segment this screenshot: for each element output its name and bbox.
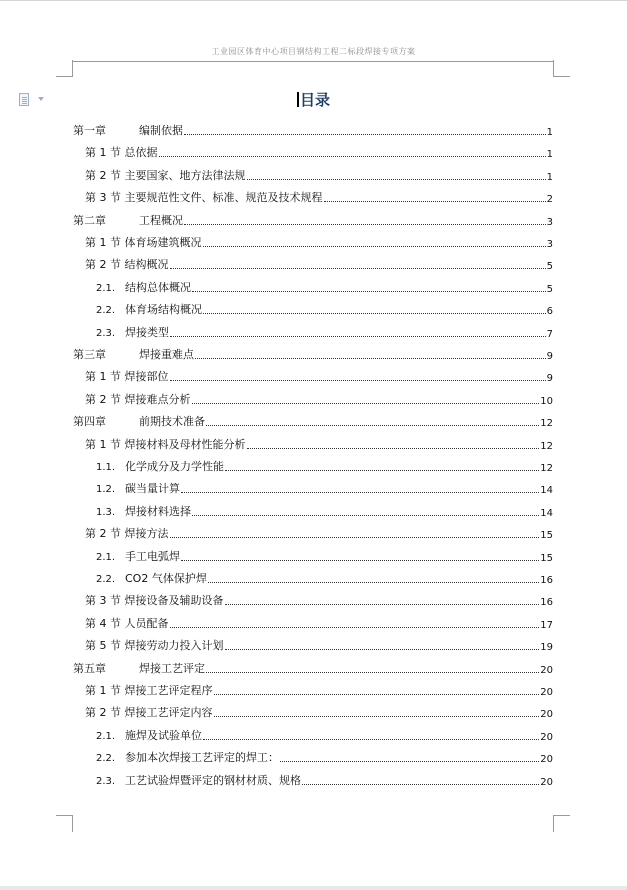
toc-leader-dots (170, 537, 540, 538)
toc-page-number: 10 (540, 395, 553, 407)
toc-entry-label (85, 144, 158, 160)
toc-page-number: 9 (546, 373, 553, 385)
toc-entry-text: 焊接工艺评定 (139, 661, 205, 675)
toc-page-number: 5 (546, 261, 553, 273)
toc-entry-label (96, 749, 279, 765)
toc-entry-label (85, 256, 169, 272)
toc-page-number: 1 (546, 171, 553, 183)
toc-entry-text: 第 3 节 主要规范性文件、标准、规范及技术规程 (85, 191, 323, 205)
text-cursor (297, 92, 299, 107)
toc-page-number: 5 (546, 283, 553, 295)
toc-entry-number: 1.2. (96, 484, 116, 496)
toc-entry[interactable] (96, 302, 553, 317)
toc-entry[interactable] (85, 526, 553, 541)
toc-leader-dots (170, 268, 546, 269)
toc-entry-text: 手工电弧焊 (125, 549, 180, 563)
toc-entry[interactable] (85, 593, 553, 608)
toc-entry-text: 体育场结构概况 (125, 303, 202, 317)
toc-page-number: 17 (540, 619, 553, 631)
toc-page-number: 14 (540, 485, 553, 497)
toc-entry[interactable] (85, 437, 553, 452)
toc-page-number: 15 (540, 530, 553, 542)
toc-leader-dots (214, 694, 540, 695)
toc-page-number: 20 (540, 731, 553, 743)
toc-entry-text: 焊接重难点 (139, 348, 194, 361)
crop-mark-top-left (56, 60, 73, 77)
toc-entry-text: 前期技术准备 (139, 415, 205, 429)
toc-entry-text: 第 1 节 焊接材料及母材性能分析 (85, 437, 246, 451)
toc-leader-dots (247, 448, 540, 449)
toc-entry-number: 2.1. (96, 282, 116, 294)
toc-entry-label (96, 324, 169, 340)
toc-entry-number: 第三章 (73, 348, 106, 361)
toc-leader-dots (192, 291, 546, 292)
toc-page-number: 7 (546, 328, 553, 340)
toc-entry-text: CO2 气体保护焊 (125, 572, 207, 585)
toc-entry-label (96, 301, 202, 317)
toc-page-number: 1 (546, 127, 553, 138)
toc-page-number: 20 (540, 709, 553, 721)
toc-entry-text: 焊接类型 (125, 325, 169, 339)
running-header: 工业园区体育中心项目钢结构工程二标段焊接专项方案 (211, 47, 416, 56)
toc-leader-dots (184, 134, 546, 135)
toc-entry[interactable] (85, 257, 553, 272)
toc-leader-dots (280, 761, 539, 762)
toc-entry-number: 2.1. (96, 551, 116, 563)
toc-entry-label (96, 480, 180, 496)
toc-page-number: 12 (540, 418, 553, 430)
toc-entry-label (73, 212, 183, 228)
toc-entry-text: 第 2 节 焊接难点分析 (85, 392, 191, 406)
toc-page-number: 20 (540, 776, 553, 788)
toc-entry-label (85, 391, 191, 407)
toc-leader-dots (208, 582, 539, 583)
toc-entry-label (96, 772, 301, 788)
crop-mark-top-right (553, 60, 570, 77)
page-gap (0, 886, 627, 890)
toc-leader-dots (302, 784, 539, 785)
toc-entry-text: 第 1 节 焊接工艺评定程序 (85, 684, 213, 697)
toc-leader-dots (170, 380, 546, 381)
toc-leader-dots (214, 716, 540, 717)
toc-page-number: 1 (546, 149, 553, 161)
toc-page-number: 2 (546, 194, 553, 206)
toc-entry[interactable] (73, 661, 553, 676)
toc-leader-dots (324, 201, 546, 202)
toc-entry-text: 第 3 节 焊接设备及辅助设备 (85, 594, 224, 608)
toc-entry-label (85, 682, 213, 698)
toc-entry-text: 第 5 节 焊接劳动力投入计划 (85, 639, 224, 653)
toc-page-number: 16 (540, 597, 553, 609)
toc-leader-dots (203, 246, 546, 247)
toc-entry[interactable] (73, 213, 553, 228)
toc-page-number: 3 (546, 216, 553, 228)
toc-page-number: 20 (540, 664, 553, 676)
toc-leader-dots (203, 313, 546, 314)
toc-entry-label (85, 368, 169, 384)
toc-entry-text: 第 1 节 焊接部位 (85, 370, 169, 384)
toc-entry-label (85, 615, 169, 631)
toc-entry[interactable] (96, 571, 553, 586)
toc-page-number: 16 (540, 575, 553, 586)
toc-entry[interactable] (73, 347, 553, 362)
toc-entry[interactable] (85, 168, 553, 183)
toc-entry-number: 第二章 (73, 213, 106, 227)
toc-title[interactable] (0, 89, 627, 110)
toc-entry[interactable] (96, 481, 553, 496)
toc-entry-label (96, 503, 191, 519)
toc-entry-number: 2.2. (96, 753, 116, 765)
toc-leader-dots (181, 560, 539, 561)
toc-leader-dots (184, 224, 546, 225)
toc-entry-label (85, 436, 246, 452)
header-rule (73, 61, 553, 62)
toc-entry-text: 第 2 节 结构概况 (85, 258, 169, 272)
toc-entry-label (96, 458, 224, 474)
toc-title-text: 目录 (299, 91, 330, 109)
toc-leader-dots (170, 336, 546, 337)
toc-entry[interactable] (96, 459, 553, 474)
toc-entry-label (73, 346, 194, 362)
toc-entry[interactable] (96, 728, 553, 743)
toc-entry-number: 2.3. (96, 327, 116, 339)
toc-entry-text: 第 2 节 焊接工艺评定内容 (85, 706, 213, 720)
toc-entry[interactable] (96, 549, 553, 564)
toc-entry-label (73, 413, 205, 429)
toc-entry-label (85, 189, 323, 205)
toc-leader-dots (195, 358, 546, 359)
toc-entry[interactable] (73, 123, 553, 138)
toc-entry-text: 第 1 节 总依据 (85, 146, 158, 160)
crop-mark-bottom-left (56, 815, 73, 832)
toc-leader-dots (206, 425, 539, 426)
toc-entry-label (85, 704, 213, 720)
toc-entry[interactable] (96, 773, 553, 788)
toc-entry[interactable] (85, 705, 553, 720)
toc-page-number: 14 (540, 507, 553, 519)
toc-entry-text: 参加本次焊接工艺评定的焊工： (125, 751, 279, 765)
toc-entry-number: 2.2. (96, 305, 116, 317)
crop-mark-bottom-right (553, 815, 570, 832)
toc-entry-label (85, 592, 224, 608)
toc-leader-dots (170, 627, 540, 628)
toc-page-number: 9 (546, 351, 553, 362)
toc-entry-label (96, 727, 202, 743)
toc-entry-text: 编制依据 (139, 124, 183, 137)
toc-entry-label (85, 234, 202, 250)
toc-page-number: 20 (540, 754, 553, 766)
toc-entry-number: 2.3. (96, 775, 116, 787)
toc-entry-text: 焊接材料选择 (125, 504, 191, 518)
toc-page-number: 15 (540, 552, 553, 564)
toc-page-number: 19 (540, 642, 553, 654)
toc-page-number: 12 (540, 440, 553, 452)
toc-entry[interactable] (85, 392, 553, 407)
toc-entry-text: 第 4 节 人员配备 (85, 616, 169, 630)
toc-entry-text: 施焊及试验单位 (125, 728, 202, 742)
toc-leader-dots (225, 470, 539, 471)
toc-entry[interactable] (73, 414, 553, 429)
toc-leader-dots (203, 739, 539, 740)
toc-leader-dots (181, 492, 539, 493)
toc-entry-label (73, 660, 205, 676)
toc-page-number: 6 (546, 306, 553, 318)
toc-leader-dots (192, 515, 539, 516)
toc-entry-label (96, 279, 191, 295)
toc-entry-text: 工程概况 (139, 213, 183, 227)
toc-entry-label (85, 167, 246, 183)
toc-entry-label (96, 570, 207, 586)
toc-page-number: 3 (546, 239, 553, 250)
toc-entry-text: 结构总体概况 (125, 280, 191, 294)
toc-entry-text: 第 2 节 焊接方法 (85, 527, 169, 541)
toc-entry-text: 化学成分及力学性能 (125, 460, 224, 473)
toc-leader-dots (192, 403, 540, 404)
toc-leader-dots (225, 604, 540, 605)
toc-leader-dots (159, 156, 546, 157)
toc-page-number: 20 (540, 687, 553, 698)
toc-page-number: 12 (540, 463, 553, 474)
toc-leader-dots (247, 179, 546, 180)
toc-leader-dots (225, 649, 540, 650)
toc-entry[interactable] (85, 190, 553, 205)
toc-entry-label (85, 637, 224, 653)
toc-entry-number: 1.1. (96, 462, 116, 473)
toc-entry-text: 第 1 节 体育场建筑概况 (85, 236, 202, 249)
toc-entry-number: 第四章 (73, 415, 106, 429)
toc-entry[interactable] (96, 504, 553, 519)
toc-entry-number: 2.2. (96, 574, 116, 585)
toc-leader-dots (206, 672, 539, 673)
toc-entry-text: 工艺试验焊暨评定的钢材材质、规格 (125, 773, 301, 787)
toc-entry-label (85, 525, 169, 541)
toc-entry[interactable] (85, 235, 553, 250)
toc-entry[interactable] (85, 369, 553, 384)
toc-entry-number: 第五章 (73, 661, 106, 675)
toc-entry[interactable] (85, 145, 553, 160)
toc-entry-number: 第一章 (73, 124, 106, 137)
toc-entry[interactable] (85, 683, 553, 698)
toc-entry-text: 碳当量计算 (125, 482, 180, 496)
toc-entry-text: 第 2 节 主要国家、地方法律法规 (85, 168, 246, 182)
toc-entry-label (96, 548, 180, 564)
toc-entry[interactable] (96, 280, 553, 295)
toc-entry[interactable] (85, 638, 553, 653)
toc-entry-number: 1.3. (96, 506, 116, 518)
toc-entry[interactable] (96, 750, 553, 765)
toc-entry[interactable] (96, 325, 553, 340)
toc-entry-number: 2.1. (96, 730, 116, 742)
toc-entry[interactable] (85, 616, 553, 631)
toc-entry-label (73, 122, 183, 138)
